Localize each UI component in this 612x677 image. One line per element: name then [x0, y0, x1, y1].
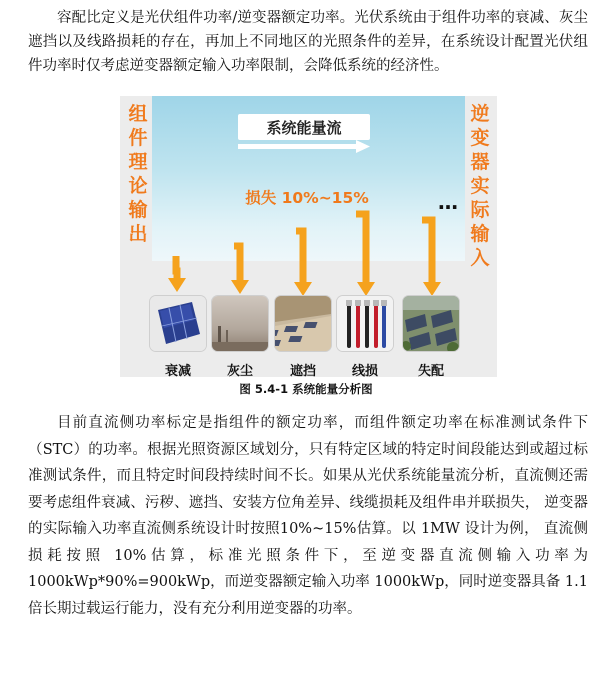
cable-loss-tile — [337, 296, 393, 351]
arrow-degradation-icon — [176, 256, 177, 278]
energy-flow-figure — [120, 96, 497, 377]
item-label-mismatch: 失配 — [417, 364, 444, 377]
intro-paragraph: 容配比定义是光伏组件功率/逆变器额定功率。光伏系统由于组件功率的衰减、灰尘遮挡以及线路损耗的存在，再加上不同地区的光照条件的差异，在系统设计配置光伏组件功率时仅考虑逆变器额定输入功率限制，会降低系统的经济性。 — [28, 10, 588, 74]
dust-icon — [212, 296, 268, 351]
item-label-dust: 灰尘 — [226, 364, 253, 377]
item-label-cable-loss: 线损 — [351, 364, 378, 377]
loss-text: 损失 10%~15% — [245, 189, 369, 207]
arrow-mismatch-icon — [422, 220, 432, 282]
degradation-tile — [150, 296, 206, 351]
arrow-dust-icon — [234, 246, 240, 280]
item-label-shading: 遮挡 — [289, 364, 316, 377]
body-paragraph: 目前直流侧功率标定是指组件的额定功率，而组件额定功率在标准测试条件下（STC）的功率。根据光照资源区域划分，只有特定区域的特定时间段能达到或超过标准测试条件，而且特定时间段持续时间不长。如果从光伏系统能量流分析，直流侧还需要考虑组件衰减、污秽、遮挡、安装方位角差异、线缆损耗及组件串并联损失， 逆变器的实际输入功率直流侧系统设计时按照10%~15%估算。以 1MW 设计为例， 直流侧损耗按照 10%估算，标准光照条件下，至逆变器直流侧输入功率为 1000kWp*90%=900kWp，而逆变器额定输入功率 1000kWp，同时逆变器具备 1.1 倍长期过载运行能力，没有充分利用逆变器的功率。 — [28, 415, 588, 617]
shading-icon — [275, 296, 331, 351]
dust-tile — [212, 296, 268, 351]
shading-tile — [275, 296, 331, 351]
item-label-degradation: 衰减 — [164, 364, 191, 377]
cable-icon — [337, 296, 393, 351]
mismatch-tile — [403, 296, 459, 351]
more-indicator: … — [438, 190, 459, 214]
solar-cell-icon — [150, 296, 206, 351]
inverter-actual-input-label: 逆变器实际输入 — [470, 103, 490, 269]
figure-caption: 图 5.4-1 系统能量分析图 — [239, 382, 373, 396]
arrow-shading-icon — [296, 231, 303, 282]
flow-title: 系统能量流 — [238, 114, 370, 140]
arrow-cable-loss-icon — [356, 214, 366, 282]
module-theoretical-output-label: 组件理论输出 — [128, 103, 148, 245]
solar-array-icon — [403, 296, 459, 351]
